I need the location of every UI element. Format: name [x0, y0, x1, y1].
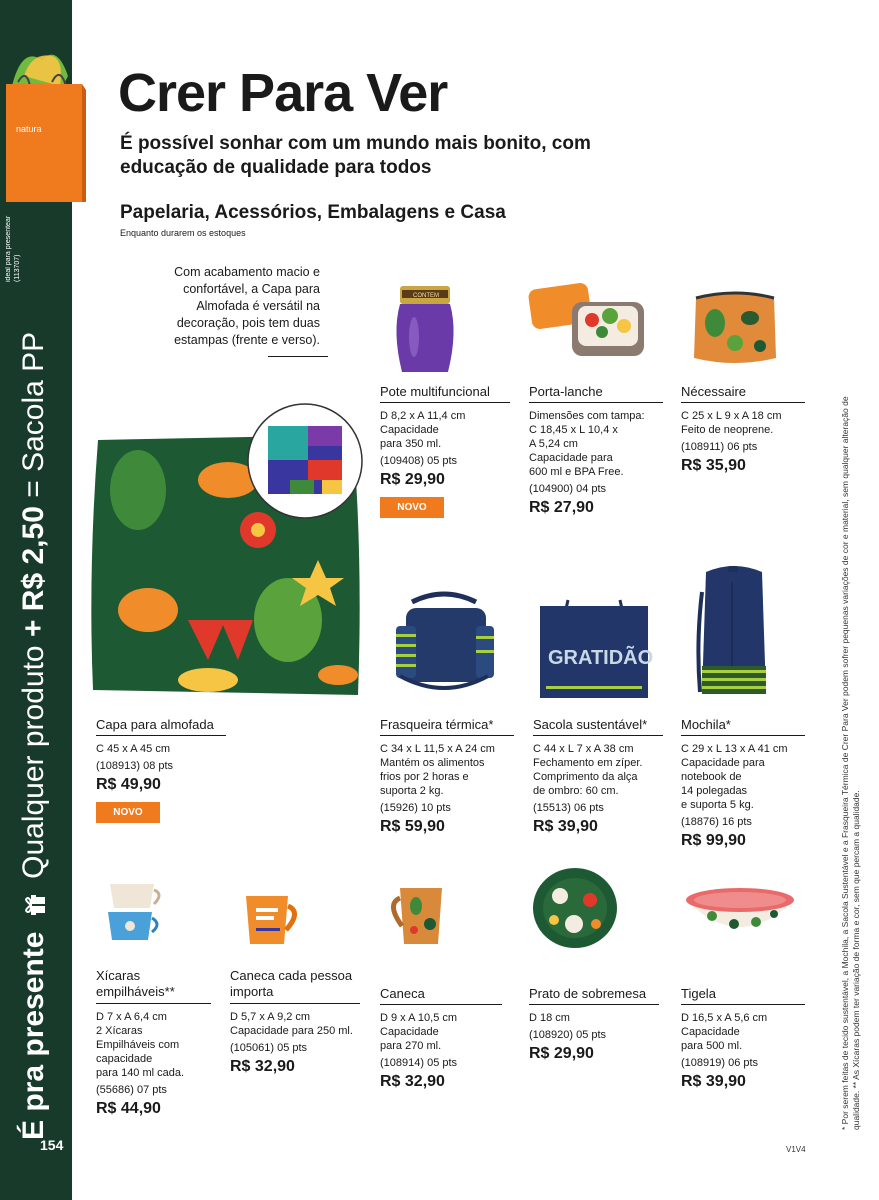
- product-price: R$ 29,90: [529, 1045, 594, 1062]
- product-name: Mochila*: [681, 717, 805, 736]
- product-price: R$ 29,90: [380, 471, 445, 488]
- product-capa-almofada: [96, 717, 226, 823]
- product-code: (108913) 08 pts: [96, 760, 174, 772]
- new-badge: NOVO: [96, 802, 160, 823]
- product-code: (109408) 05 pts: [380, 455, 458, 467]
- svg-text:GRATIDÃO: GRATIDÃO: [548, 647, 654, 669]
- product-name: Caneca: [380, 986, 502, 1005]
- product-price: R$ 32,90: [230, 1058, 295, 1075]
- svg-text:CONTEM: CONTEM: [413, 293, 439, 299]
- product-desc: D 7 x A 6,4 cm 2 Xícaras Empilháveis com capacidade para 140 ml cada.: [96, 1011, 185, 1079]
- product-price: R$ 59,90: [380, 818, 445, 835]
- product-code: (105061) 05 pts: [230, 1042, 308, 1054]
- product-price: R$ 39,90: [533, 818, 598, 835]
- product-pote: [380, 384, 510, 518]
- callout-line: [268, 356, 328, 357]
- bowl-image: [682, 884, 798, 950]
- lunchbox-image: [526, 282, 652, 362]
- product-desc: C 25 x L 9 x A 18 cm Feito de neoprene.: [681, 410, 782, 436]
- product-desc: D 5,7 x A 9,2 cm Capacidade para 250 ml.: [230, 1011, 353, 1037]
- disclaimer: * Por serem feitas de tecido sustentável, a Mochila, a Sacola Sustentável e a Frasqueira Térmica de Crer Para Ver podem sofrer pequenas variações de cor e material, sem qualquer alteração de qualidade. ** As Xícaras podem ter variação de forma e cor, sem que percam a qualidade.: [840, 396, 861, 1130]
- product-price: R$ 49,90: [96, 776, 161, 793]
- product-necessaire: [681, 384, 805, 475]
- product-price: R$ 39,90: [681, 1073, 746, 1090]
- product-prato: [529, 986, 659, 1063]
- promo-price: + R$ 2,50: [17, 506, 50, 638]
- product-price: R$ 35,90: [681, 457, 746, 474]
- product-name: Sacola sustentável*: [533, 717, 663, 736]
- product-desc: D 18 cm: [529, 1012, 570, 1024]
- product-desc: C 45 x A 45 cm: [96, 743, 170, 755]
- pillow-reverse-image: [246, 402, 364, 520]
- product-code: (108920) 05 pts: [529, 1029, 607, 1041]
- product-desc: C 44 x L 7 x A 38 cm Fechamento em zíper. Comprimento da alça de ombro: 60 cm.: [533, 743, 643, 797]
- product-code: (104900) 04 pts: [529, 483, 607, 495]
- product-name: Tigela: [681, 986, 805, 1005]
- version-code: V1V4: [786, 1145, 806, 1154]
- product-name: Porta-lanche: [529, 384, 663, 403]
- new-badge: NOVO: [380, 497, 444, 518]
- sidebar-promo-text: [14, 80, 54, 1140]
- product-price: R$ 44,90: [96, 1100, 161, 1117]
- product-desc: C 29 x L 13 x A 41 cm Capacidade para notebook de 14 polegadas e suporta 5 kg.: [681, 743, 788, 811]
- product-code: (15926) 10 pts: [380, 802, 451, 814]
- product-desc: D 16,5 x A 5,6 cm Capacidade para 500 ml.: [681, 1012, 768, 1052]
- product-code: (108911) 06 pts: [681, 441, 758, 453]
- product-code: (15513) 06 pts: [533, 802, 604, 814]
- section-note: Enquanto durarem os estoques: [120, 228, 246, 238]
- product-code: (55686) 07 pts: [96, 1084, 167, 1096]
- backpack-image: [692, 562, 776, 704]
- pouch-image: [690, 288, 780, 368]
- product-price: R$ 99,90: [681, 832, 746, 849]
- product-name: Frasqueira térmica*: [380, 717, 514, 736]
- product-mochila: [681, 717, 805, 850]
- bag-note: ideal para presentear (113707): [5, 215, 21, 282]
- cooler-bag-image: [392, 590, 496, 698]
- page-title: Crer Para Ver: [118, 63, 448, 123]
- product-code: (108919) 06 pts: [681, 1057, 759, 1069]
- product-caneca: [380, 986, 502, 1091]
- product-price: R$ 27,90: [529, 499, 594, 516]
- product-desc: Dimensões com tampa: C 18,45 x L 10,4 x A 5,24 cm Capacidade para 600 ml e BPA Free.: [529, 410, 645, 478]
- product-caneca-pessoa: [230, 968, 360, 1076]
- plate-image: [530, 866, 620, 950]
- product-desc: C 34 x L 11,5 x A 24 cm Mantém os alimentos frios por 2 horas e suporta 2 kg.: [380, 743, 495, 797]
- mug-image: [386, 884, 454, 948]
- promo-any-product: Qualquer produto: [17, 645, 50, 879]
- product-porta-lanche: [529, 384, 663, 517]
- product-xicaras: [96, 968, 211, 1118]
- page-subtitle: É possível sonhar com um mundo mais bonito, com educação de qualidade para todos: [120, 133, 591, 178]
- product-name: Caneca cada pessoa importa: [230, 968, 360, 1004]
- promo-headline: É pra presente: [17, 931, 50, 1140]
- product-name: Nécessaire: [681, 384, 805, 403]
- stacking-cups-image: [100, 878, 166, 948]
- jar-image: [390, 282, 460, 377]
- pillow-callout: Com acabamento macio e confortável, a Capa para Almofada é versátil na decoração, pois tem duas estampas (frente e verso).: [174, 265, 320, 347]
- page-number: 154: [40, 1137, 64, 1153]
- product-tigela: [681, 986, 805, 1091]
- product-sacola: [533, 717, 663, 836]
- promo-bag-size: = Sacola PP: [17, 331, 50, 498]
- product-frasqueira: [380, 717, 514, 836]
- product-name: Capa para almofada: [96, 717, 226, 736]
- svg-text:natura: natura: [16, 124, 42, 134]
- product-desc: D 8,2 x A 11,4 cm Capacidade para 350 ml.: [380, 410, 466, 450]
- gift-icon: [22, 893, 46, 917]
- product-code: (108914) 05 pts: [380, 1057, 458, 1069]
- product-name: Xícaras empilháveis**: [96, 968, 211, 1004]
- product-name: Pote multifuncional: [380, 384, 510, 403]
- product-price: R$ 32,90: [380, 1073, 445, 1090]
- tote-bag-image: [534, 598, 654, 702]
- product-code: (18876) 16 pts: [681, 816, 752, 828]
- product-desc: D 9 x A 10,5 cm Capacidade para 270 ml.: [380, 1012, 458, 1052]
- product-name: Prato de sobremesa: [529, 986, 659, 1005]
- mug-importa-image: [240, 892, 306, 948]
- section-title: Papelaria, Acessórios, Embalagens e Casa: [120, 202, 506, 223]
